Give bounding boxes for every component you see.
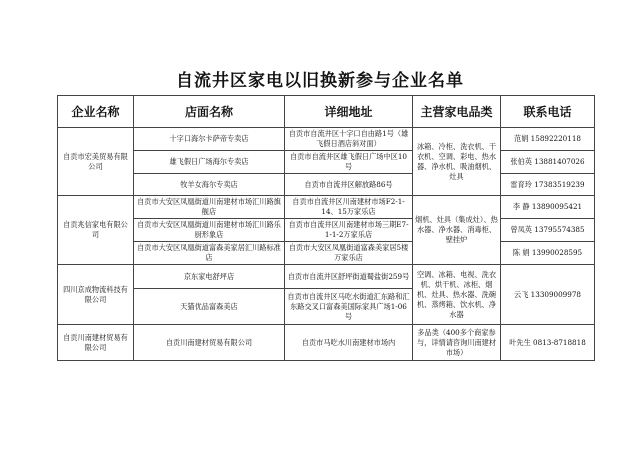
store-address: 自贡市自流井区川南建材市场三期E7-1-1-2万家乐店: [285, 219, 413, 242]
contact-phone: 范娟 15892220118: [501, 128, 595, 151]
contact-phone: 曾凤英 13795574385: [501, 219, 595, 242]
table-row: [58, 128, 595, 151]
store-name: 天猫优品富森美店: [134, 289, 285, 325]
contact-phone: 李 静 13890095421: [501, 196, 595, 219]
main-category: 多品类（400多个商家参与，详情请咨询川南建材市场）: [413, 325, 501, 361]
main-category: 烟机、灶具（集成灶）、热水器、净水器、消毒柜、壁挂炉: [413, 196, 501, 265]
contact-phone: 叶先生 0813-8718818: [501, 325, 595, 361]
store-address: 自贡市自流井区舒坪街道蜀盐街259号: [285, 265, 413, 289]
store-address: 自贡市自流井区川南建材市场F2-1-14、15万家乐店: [285, 196, 413, 219]
contact-phone: 张伯英 13881407026: [501, 151, 595, 174]
contact-phone: 雷育玲 17383519239: [501, 174, 595, 196]
table-row: [58, 174, 595, 196]
store-name: 自贡市大安区凤凰街道川南建材市场汇川路乐厨形象店: [134, 219, 285, 242]
table-header-row: [58, 96, 595, 128]
main-category: 冰箱、冷柜、洗衣机、干衣机、空调、彩电、热水器、净水机、吸油烟机、灶具: [413, 128, 501, 196]
table-row: [58, 219, 595, 242]
store-address: 自贡市马吃水川南建材市场内: [285, 325, 413, 361]
enterprise-table: [57, 95, 595, 361]
store-name: 京东家电舒坪店: [134, 265, 285, 289]
store-address: 自贡市大安区凤凰街道富森美家居5楼万家乐店: [285, 242, 413, 265]
store-address: 自贡市自流井区十字口自由路1号（雄飞假日酒店斜对面）: [285, 128, 413, 151]
table-row: [58, 196, 595, 219]
store-name: 十字口海尔卡萨帝专卖店: [134, 128, 285, 151]
store-name: 自贡市大安区凤凰街道富森美家居汇川路标准店: [134, 242, 285, 265]
store-address: 自贡市自流井区解放路86号: [285, 174, 413, 196]
company-name: 自贡市宏美贸易有限公司: [58, 128, 134, 196]
table-row: [58, 151, 595, 174]
main-category: 空调、冰箱、电视、洗衣机、烘干机、冰柜、烟机、灶具、热水器、洗碗机、蒸烤箱、饮水机、净水器: [413, 265, 501, 325]
store-name: 雄飞假日广场海尔专卖店: [134, 151, 285, 174]
store-name: 牧羊女海尔专卖店: [134, 174, 285, 196]
company-name: 四川京成物流科技有限公司: [58, 265, 134, 325]
contact-phone: 陈 娟 13990028595: [501, 242, 595, 265]
contact-phone: 云飞 13309009978: [501, 265, 595, 325]
table-row: [58, 265, 595, 289]
header-store: 店面名称: [134, 96, 285, 128]
store-name: 自贡市大安区凤凰街道川南建材市场汇川路旗舰店: [134, 196, 285, 219]
company-name: 自贡兆信家电有限公司: [58, 196, 134, 265]
header-phone: 联系电话: [501, 96, 595, 128]
table-row: [58, 242, 595, 265]
company-name: 自贡川南建材贸易有限公司: [58, 325, 134, 361]
document-title: 自流井区家电以旧换新参与企业名单: [176, 71, 464, 91]
header-category: 主营家电品类: [413, 96, 501, 128]
store-address: 自贡市自流井区雄飞假日广场中区10号: [285, 151, 413, 174]
header-company: 企业名称: [58, 96, 134, 128]
store-address: 自贡市自流井区马吃水街道汇东路和汇东路交叉口富森美国际家具广场1-06号: [285, 289, 413, 325]
header-address: 详细地址: [285, 96, 413, 128]
store-name: 自贡川南建材贸易有限公司: [134, 325, 285, 361]
table-row: [58, 325, 595, 361]
